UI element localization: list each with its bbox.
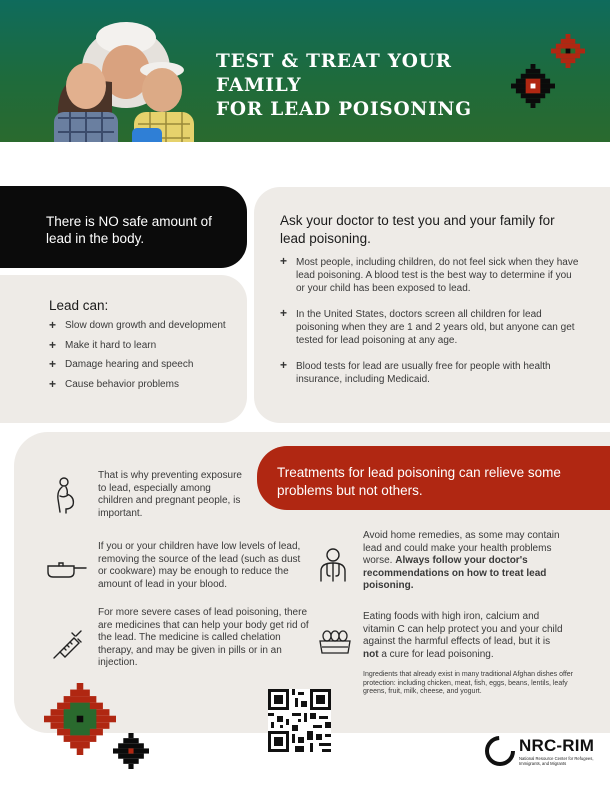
decorative-motif-icon [44,683,116,755]
home-remedies-plain: Avoid home remedies, as some may contain lead and could make your health problems worse. [363,530,560,567]
prevent-exposure-text: That is why preventing exposure to lead, especially among children and pregnant people, is important. [98,470,242,519]
lead-can-list [49,320,229,398]
list-item: + Cause behavior problems [49,379,229,392]
cooking-pan-icon [44,558,88,580]
list-item: + Most people, including children, do not feel sick when they have lead poisoning. A blood test is the best way to determine if you or your child has been exposed to lead. [280,256,580,295]
decorative-motif-icon [113,733,149,769]
logo-name: NRC-RIM [519,736,595,755]
qr-code-icon[interactable] [268,689,331,752]
lead-can-title: Lead can: [49,298,109,313]
header-banner [0,0,610,142]
syringe-icon [52,628,86,660]
chelation-text: For more severe cases of lead poisoning, there are medicines that can help your body get rid of the lead. The medicine is called chelation therapy, and may be given in pills or in an injection. [98,607,309,669]
treatment-banner [257,446,610,510]
title-line-1: TEST & TREAT YOUR FAMILY [216,51,452,96]
list-item: + In the United States, doctors screen all children for lead poisoning when they are 1 and 2 years old, but anyone can get tested for lead poisoning at any age. [280,308,580,347]
foods-text [363,611,568,661]
decorative-motif-icon [551,34,585,68]
page-title [216,50,516,122]
foods-bold: not [363,648,379,660]
no-safe-amount-callout [0,186,247,268]
treatment-banner-text: Treatments for lead poisoning can relieve some problems but not others. [277,465,561,498]
home-remedies-text [363,530,563,593]
list-item: + Make it hard to learn [49,340,229,353]
list-item: + Slow down growth and development [49,320,229,333]
doctor-test-list [280,256,580,399]
nrc-rim-logo-icon [484,735,516,767]
home-remedies-bold: Always follow your doctor's recommendations on how to treat lead poisoning. [363,555,547,592]
decorative-motif-icon [511,64,555,108]
low-levels-text: If you or your children have low levels of lead, removing the source of the lead (such as dust or cookware) may be enough to reduce the amount of lead in your blood. [98,541,301,590]
callout-text: There is NO safe amount of lead in the body. [46,214,212,246]
logo-subtitle: National Resource Center for Refugees, Immigrants, and Migrants [519,756,594,766]
foods-end: a cure for lead poisoning. [378,648,494,660]
list-item: + Damage hearing and speech [49,359,229,372]
pregnant-person-icon [53,476,79,514]
eggs-icon [318,628,352,656]
doctor-icon [318,546,348,582]
title-line-2: FOR LEAD POISONING [216,99,472,120]
foods-plain: Eating foods with high iron, calcium and vitamin C can help protect you and your child against the harmful effects of lead, but it is [363,611,563,648]
family-photo [34,8,220,142]
ingredients-footnote: Ingredients that already exist in many traditional Afghan dishes offer protection: including chicken, meat, fish, eggs, beans, lentils, leafy greens, fruit, milk, cheese, and yogurt. [363,671,573,696]
doctor-test-title: Ask your doctor to test you and your family for lead poisoning. [280,213,555,246]
list-item: + Blood tests for lead are usually free for people with health insurance, including Medicaid. [280,360,580,386]
